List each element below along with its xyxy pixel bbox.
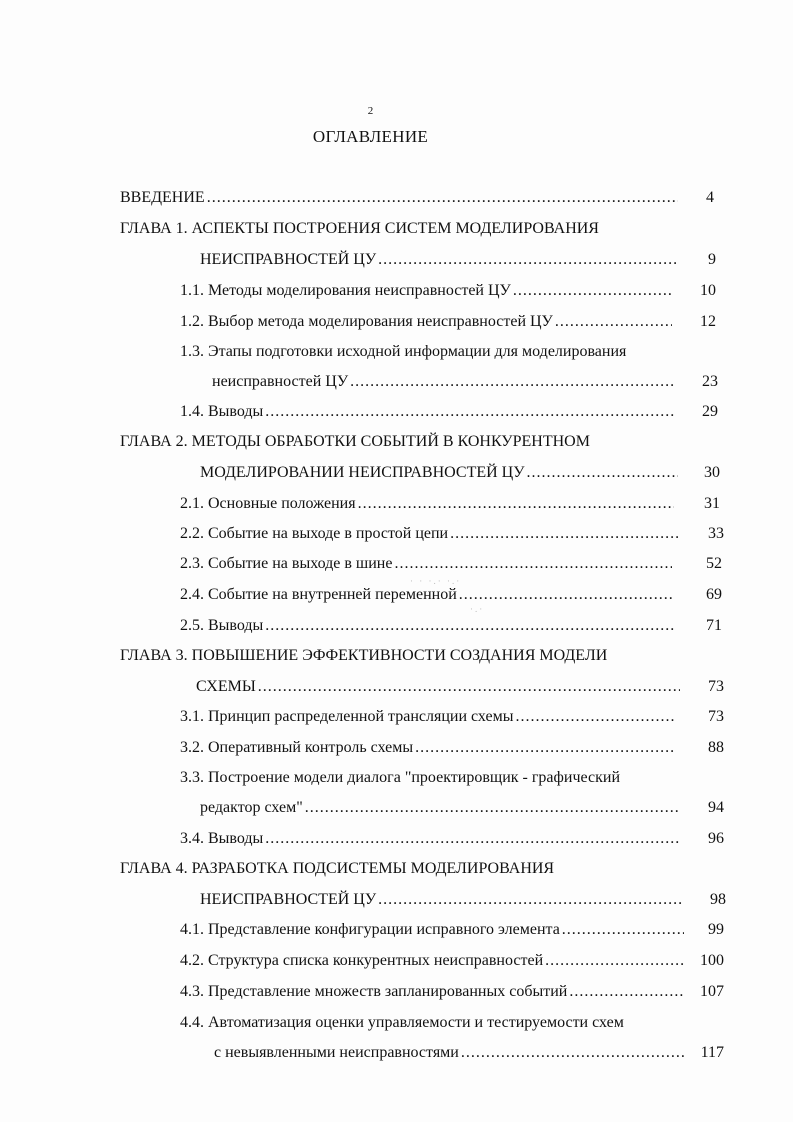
leader-dots [450, 524, 678, 544]
toc-entry-label: 4.2. Структура списка конкурентных неисправностей [180, 952, 544, 969]
toc-entry-label: СХЕМЫ [196, 678, 256, 695]
toc-entry-4-2 [180, 951, 724, 971]
toc-chapter-3-title: ГЛАВА 3. ПОВЫШЕНИЕ ЭФФЕКТИВНОСТИ СОЗДАНИЯ МОДЕЛИ [120, 647, 608, 664]
toc-entry-ch2 [200, 463, 720, 483]
toc-entry-2-5 [180, 616, 722, 636]
toc-entry-page: 4 [706, 189, 714, 206]
toc-entry-label: 2.1. Основные положения [180, 495, 356, 512]
toc-entry-label: НЕИСПРАВНОСТЕЙ ЦУ [200, 251, 377, 268]
leader-dots [394, 554, 672, 574]
leader-dots [513, 281, 672, 301]
toc-entry-2-4 [180, 585, 722, 605]
toc-entry-label: НЕИСПРАВНОСТЕЙ ЦУ [200, 891, 377, 908]
toc-entry-4-4 [214, 1043, 724, 1063]
toc-entry-label: с невыявленными неисправностями [214, 1044, 459, 1061]
toc-entry-page: 107 [700, 983, 724, 1000]
leader-dots [459, 585, 674, 605]
leader-dots [516, 707, 677, 727]
toc-entry-page: 100 [700, 952, 724, 969]
toc-chapter-1-title: ГЛАВА 1. АСПЕКТЫ ПОСТРОЕНИЯ СИСТЕМ МОДЕЛИРОВАНИЯ [120, 220, 599, 237]
toc-entry-page: 30 [704, 464, 720, 481]
toc-entry-page: 33 [708, 525, 724, 542]
scan-artifact: ·.· [470, 604, 485, 614]
toc-entry-3-4 [180, 829, 724, 849]
toc-entry-label: 3.4. Выводы [180, 830, 264, 847]
leader-dots [569, 982, 684, 1002]
toc-entry-page: 88 [708, 739, 724, 756]
toc-entry-label: 2.3. Событие на выходе в шине [180, 555, 393, 572]
toc-entry-label: 2.4. Событие на внутренней переменной [180, 586, 457, 603]
toc-section-1-3-title: 1.3. Этапы подготовки исходной информации для моделирования [180, 343, 627, 360]
leader-dots [265, 829, 680, 849]
leader-dots [265, 616, 676, 636]
leader-dots [415, 738, 676, 758]
toc-entry-label: МОДЕЛИРОВАНИИ НЕИСПРАВНОСТЕЙ ЦУ [200, 464, 525, 481]
toc-entry-4-1 [180, 920, 724, 940]
toc-section-4-4-title: 4.4. Автоматизация оценки управляемости и тестируемости схем [180, 1014, 624, 1031]
toc-entry-label: 2.5. Выводы [180, 617, 264, 634]
leader-dots [545, 951, 684, 971]
toc-entry-intro [120, 188, 714, 208]
leader-dots [258, 677, 680, 697]
leader-dots [305, 798, 680, 818]
toc-entry-ch1 [200, 250, 716, 270]
toc-chapter-2-title: ГЛАВА 2. МЕТОДЫ ОБРАБОТКИ СОБЫТИЙ В КОНКУРЕНТНОМ [120, 433, 590, 450]
toc-entry-label: 1.1. Методы моделирования неисправностей ЦУ [180, 282, 511, 299]
toc-entry-label: 2.2. Событие на выходе в простой цепи [180, 525, 449, 542]
toc-entry-page: 29 [702, 403, 718, 420]
leader-dots [350, 372, 674, 392]
toc-entry-page: 12 [700, 313, 716, 330]
toc-entry-1-3 [212, 372, 718, 392]
toc-entry-label: 1.2. Выбор метода моделирования неисправностей ЦУ [180, 313, 553, 330]
leader-dots [562, 920, 684, 940]
toc-entry-label: 4.1. Представление конфигурации исправного элемента [180, 921, 560, 938]
toc-entry-page: 98 [710, 891, 726, 908]
toc-entry-page: 69 [706, 586, 722, 603]
toc-entry-label: редактор схем" [200, 799, 303, 816]
toc-entry-label: 4.3. Представление множеств запланированных событий [180, 983, 568, 1000]
toc-entry-1-1 [180, 281, 716, 301]
leader-dots [207, 188, 678, 208]
toc-entry-page: 9 [708, 251, 716, 268]
toc-entry-2-2 [180, 524, 724, 544]
toc-entry-label: ВВЕДЕНИЕ [120, 189, 205, 206]
toc-entry-1-4 [180, 402, 718, 422]
toc-entry-page: 31 [704, 495, 720, 512]
leader-dots [555, 312, 672, 332]
toc-entry-page: 52 [706, 555, 722, 572]
page-number: 2 [367, 105, 374, 117]
leader-dots [265, 402, 674, 422]
toc-entry-label: неисправностей ЦУ [212, 373, 349, 390]
leader-dots [378, 890, 682, 910]
toc-entry-label: 3.2. Оперативный контроль схемы [180, 739, 414, 756]
toc-entry-page: 96 [708, 830, 724, 847]
toc-title: ОГЛАВЛЕНИЕ [312, 127, 429, 146]
toc-entry-label: 1.4. Выводы [180, 403, 264, 420]
scan-artifact: · · ·.· ·.· [410, 576, 462, 586]
toc-entry-1-2 [180, 312, 716, 332]
leader-dots [527, 463, 678, 483]
leader-dots [461, 1043, 684, 1063]
toc-entry-2-1 [180, 494, 720, 514]
toc-entry-page: 73 [708, 678, 724, 695]
toc-entry-label: 3.1. Принцип распределенной трансляции схемы [180, 708, 514, 725]
toc-entry-page: 117 [700, 1044, 724, 1061]
toc-entry-page: 23 [702, 373, 718, 390]
leader-dots [378, 250, 676, 270]
toc-entry-ch4 [200, 890, 726, 910]
toc-entry-page: 99 [708, 921, 724, 938]
leader-dots [358, 494, 674, 514]
toc-chapter-4-title: ГЛАВА 4. РАЗРАБОТКА ПОДСИСТЕМЫ МОДЕЛИРОВАНИЯ [120, 860, 555, 877]
toc-entry-4-3 [180, 982, 724, 1002]
toc-entry-page: 71 [706, 617, 722, 634]
toc-entry-3-3 [200, 798, 724, 818]
toc-entry-page: 10 [700, 282, 716, 299]
toc-entry-3-1 [180, 707, 724, 727]
toc-entry-page: 73 [708, 708, 724, 725]
toc-entry-2-3 [180, 554, 722, 574]
toc-entry-page: 94 [708, 799, 724, 816]
toc-section-3-3-title: 3.3. Построение модели диалога "проектировщик - графический [180, 769, 620, 786]
toc-entry-3-2 [180, 738, 724, 758]
toc-entry-ch3 [196, 677, 724, 697]
